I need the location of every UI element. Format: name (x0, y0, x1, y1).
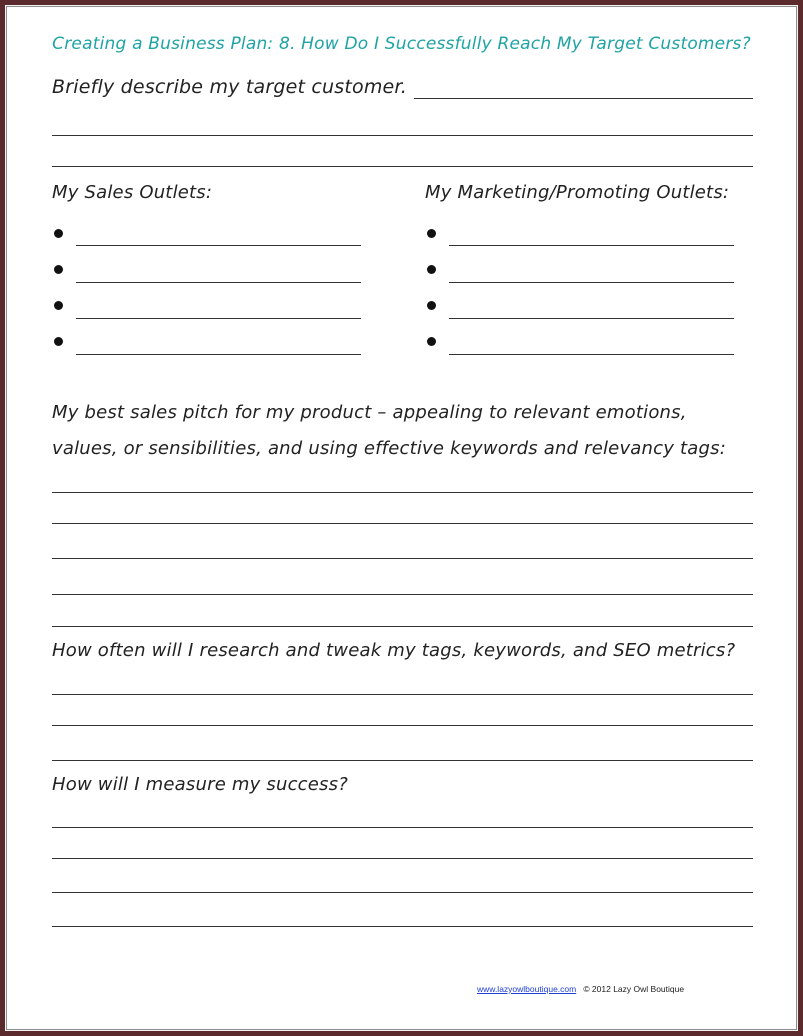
website-link[interactable]: www.lazyowlboutique.com (477, 984, 577, 994)
answer-line[interactable] (414, 98, 753, 99)
copyright-text: © 2012 Lazy Owl Boutique (583, 984, 685, 994)
answer-line[interactable] (52, 166, 753, 167)
answer-line[interactable] (52, 694, 753, 695)
target-customer-question: Briefly describe my target customer. (52, 76, 407, 98)
bullet-icon (54, 265, 63, 274)
answer-line[interactable] (52, 725, 753, 726)
bullet-icon (54, 337, 63, 346)
marketing-outlet-line[interactable] (449, 282, 734, 283)
bullet-icon (427, 337, 436, 346)
answer-line[interactable] (52, 594, 753, 595)
answer-line[interactable] (52, 135, 753, 136)
answer-line[interactable] (52, 523, 753, 524)
sales-outlet-line[interactable] (76, 245, 361, 246)
marketing-outlet-line[interactable] (449, 354, 734, 355)
answer-line[interactable] (52, 858, 753, 859)
answer-line[interactable] (52, 492, 753, 493)
sales-pitch-question-line2: values, or sensibilities, and using effective keywords and relevancy tags: (52, 438, 726, 459)
answer-line[interactable] (52, 558, 753, 559)
measure-success-question: How will I measure my success? (52, 774, 348, 795)
bullet-icon (54, 301, 63, 310)
worksheet-title: Creating a Business Plan: 8. How Do I Successfully Reach My Target Customers? (52, 34, 751, 54)
answer-line[interactable] (52, 827, 753, 828)
answer-line[interactable] (52, 892, 753, 893)
sales-pitch-question-line1: My best sales pitch for my product – appealing to relevant emotions, (52, 402, 687, 423)
bullet-icon (54, 229, 63, 238)
answer-line[interactable] (52, 926, 753, 927)
sales-outlet-line[interactable] (76, 354, 361, 355)
bullet-icon (427, 229, 436, 238)
marketing-outlets-label: My Marketing/Promoting Outlets: (425, 182, 730, 203)
answer-line[interactable] (52, 626, 753, 627)
sales-outlet-line[interactable] (76, 318, 361, 319)
bullet-icon (427, 265, 436, 274)
sales-outlets-label: My Sales Outlets: (52, 182, 213, 203)
marketing-outlet-line[interactable] (449, 318, 734, 319)
seo-question: How often will I research and tweak my tags, keywords, and SEO metrics? (52, 640, 736, 661)
footer (477, 984, 684, 994)
sales-outlet-line[interactable] (76, 282, 361, 283)
bullet-icon (427, 301, 436, 310)
marketing-outlet-line[interactable] (449, 245, 734, 246)
answer-line[interactable] (52, 760, 753, 761)
worksheet-page (6, 6, 797, 1030)
